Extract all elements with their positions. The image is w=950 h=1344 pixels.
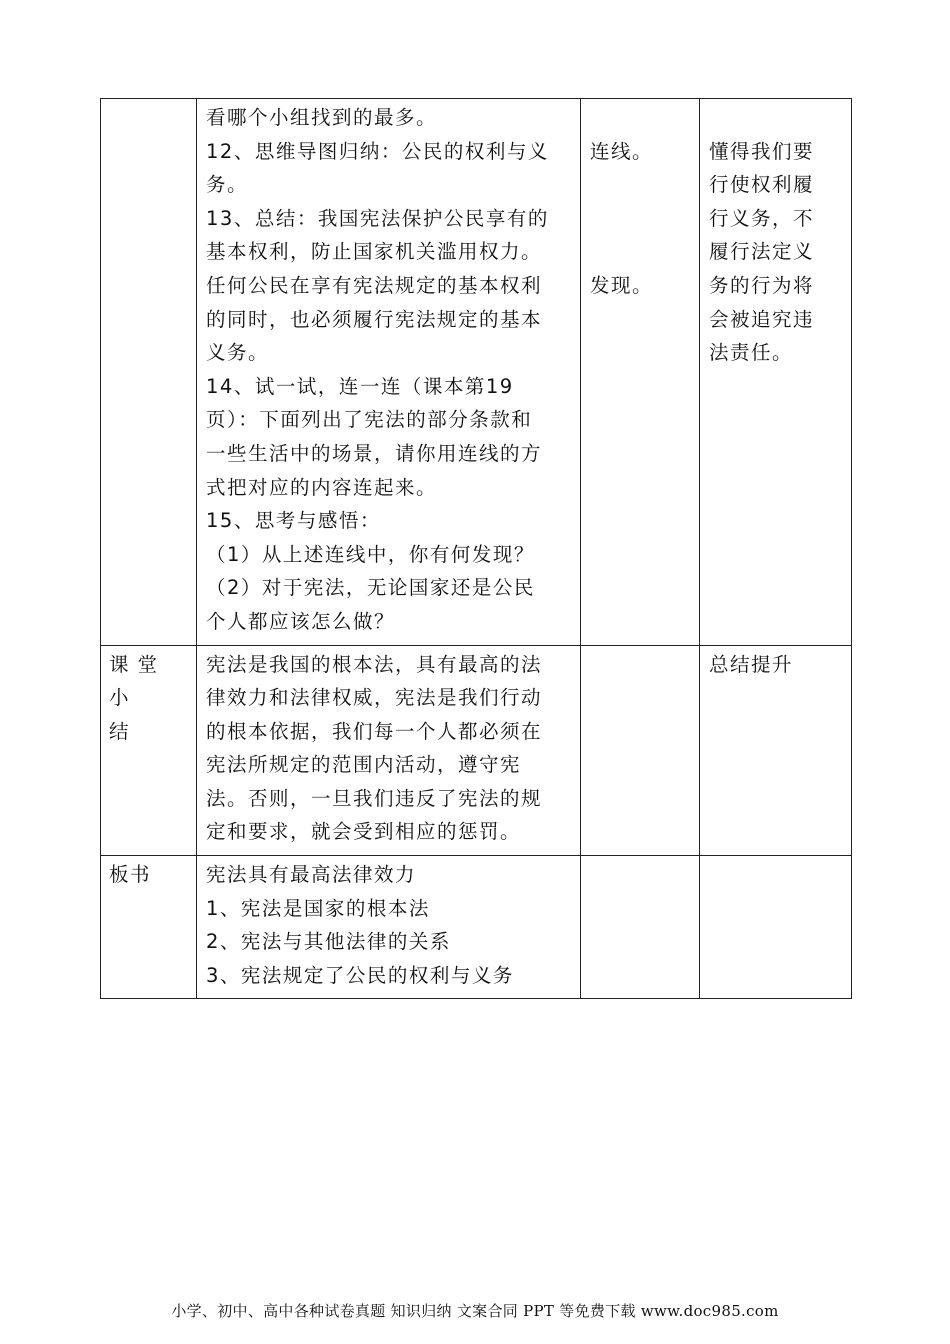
row1-content-line: 式把对应的内容连起来。 <box>206 475 438 499</box>
row1-student-line <box>590 101 691 135</box>
row1-content-line: 页）：下面列出了宪法的部分条款和 <box>206 408 533 432</box>
row1-content-line: （2）对于宪法，无论国家还是公民 <box>206 576 535 600</box>
table-row-board-writing <box>101 856 852 999</box>
row2-content-cell <box>197 645 581 856</box>
row1-content-line: （1）从上述连线中，你有何发现？ <box>206 542 535 566</box>
row1-student-line <box>590 235 691 269</box>
row3-content-line: 2、宪法与其他法律的关系 <box>206 930 451 954</box>
row1-intent-line <box>709 101 843 135</box>
row1-content-line: 看哪个小组找到的最多。 <box>206 106 438 129</box>
row1-intent-line: 法责任。 <box>709 341 794 365</box>
row3-content-line: 1、宪法是国家的根本法 <box>206 896 430 920</box>
row1-content-line: 义务。 <box>206 341 270 365</box>
row2-content-line: 的根本依据，我们每一个人都必须在 <box>206 719 543 743</box>
row2-content-line: 律效力和法律权威，宪法是我们行动 <box>206 686 543 710</box>
row2-section-cell <box>101 645 197 856</box>
row2-intent-line: 总结提升 <box>709 652 794 676</box>
row2-design-intent-cell <box>700 645 852 856</box>
row2-content-line: 定和要求，就会受到相应的惩罚。 <box>206 820 522 844</box>
row1-intent-line: 行义务，不 <box>709 206 815 230</box>
row1-student-line <box>590 202 691 236</box>
row1-content-line: 12、思维导图归纳：公民的权利与义 <box>206 139 549 163</box>
row3-section-label: 板书 <box>109 863 152 887</box>
row1-content-line: 15、思考与感悟： <box>206 509 381 533</box>
row1-content-line: 个人都应该怎么做？ <box>206 609 396 633</box>
row1-student-line: 连线。 <box>590 139 654 163</box>
row3-content-line: 3、宪法规定了公民的权利与义务 <box>206 963 514 987</box>
row1-student-line: 发现。 <box>590 273 654 297</box>
row2-content-line: 宪法是我国的根本法，具有最高的法 <box>206 652 543 676</box>
row1-content-line: 一些生活中的场景，请你用连线的方 <box>206 441 543 465</box>
row3-design-intent-cell <box>700 856 852 999</box>
row3-content-cell <box>197 856 581 999</box>
page-footer: 小学、初中、高中各种试卷真题 知识归纳 文案合同 PPT 等免费下载 www.doc985.com <box>171 1302 779 1320</box>
row2-section-label: 结 <box>109 719 131 743</box>
table-row-activities <box>101 99 852 646</box>
row2-content-line: 宪法所规定的范围内活动，遵守宪 <box>206 753 522 777</box>
row1-student-activity-cell <box>581 99 700 646</box>
row1-intent-line: 务的行为将 <box>709 273 815 297</box>
row1-student-line <box>590 168 691 202</box>
row2-student-activity-cell <box>581 645 700 856</box>
row1-design-intent-cell <box>700 99 852 646</box>
row1-content-line: 基本权利，防止国家机关滥用权力。 <box>206 240 543 264</box>
row1-content-line: 务。 <box>206 173 249 197</box>
lesson-plan-table <box>100 98 852 999</box>
row1-content-cell <box>197 99 581 646</box>
row2-content-line: 法。否则，一旦我们违反了宪法的规 <box>206 786 543 810</box>
row3-section-cell <box>101 856 197 999</box>
row1-content-line: 的同时，也必须履行宪法规定的基本 <box>206 307 543 331</box>
row1-content-line: 14、试一试，连一连（课本第19 <box>206 374 514 398</box>
row3-content-line: 宪法具有最高法律效力 <box>206 863 417 887</box>
row2-section-label: 课堂小 <box>109 652 167 710</box>
row1-intent-line: 履行法定义 <box>709 240 815 264</box>
row1-content-line: 任何公民在享有宪法规定的基本权利 <box>206 273 543 297</box>
table-row-summary <box>101 645 852 856</box>
row1-intent-line: 懂得我们要 <box>709 139 815 163</box>
row1-section-cell <box>101 99 197 646</box>
row1-content-line: 13、总结：我国宪法保护公民享有的 <box>206 206 549 230</box>
row1-intent-line: 会被追究违 <box>709 307 815 331</box>
row3-student-activity-cell <box>581 856 700 999</box>
row1-intent-line: 行使权利履 <box>709 173 815 197</box>
